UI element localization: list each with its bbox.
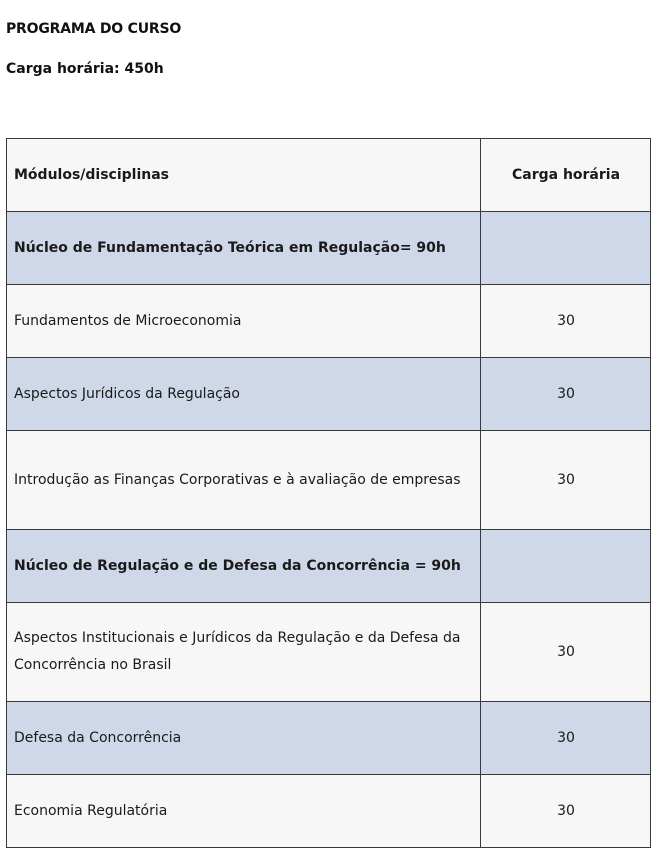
course-hours: 30: [481, 702, 651, 775]
table-row: [7, 775, 651, 848]
section-hours: [481, 530, 651, 603]
table-row: [7, 431, 651, 530]
course-hours: 30: [481, 603, 651, 702]
section-label: Núcleo de Fundamentação Teórica em Regulação= 90h: [7, 212, 481, 285]
header-hours: Carga horária: [481, 139, 651, 212]
section-label: Núcleo de Regulação e de Defesa da Concorrência = 90h: [7, 530, 481, 603]
course-name: Aspectos Jurídicos da Regulação: [7, 358, 481, 431]
course-name: Economia Regulatória: [7, 775, 481, 848]
course-name: Defesa da Concorrência: [7, 702, 481, 775]
header-modules: Módulos/disciplinas: [7, 139, 481, 212]
table-row: [7, 285, 651, 358]
section-row: [7, 530, 651, 603]
course-hours: 30: [481, 431, 651, 530]
table-header-row: [7, 139, 651, 212]
course-name: Introdução as Finanças Corporativas e à avaliação de empresas: [7, 431, 481, 530]
page-title: PROGRAMA DO CURSO: [6, 21, 182, 37]
total-workload: Carga horária: 450h: [6, 61, 164, 77]
course-hours: 30: [481, 285, 651, 358]
course-name: Aspectos Institucionais e Jurídicos da Regulação e da Defesa da Concorrência no Brasil: [7, 603, 481, 702]
table-row: [7, 702, 651, 775]
course-table: [6, 138, 651, 848]
section-hours: [481, 212, 651, 285]
section-row: [7, 212, 651, 285]
course-name: Fundamentos de Microeconomia: [7, 285, 481, 358]
table-row: [7, 603, 651, 702]
course-hours: 30: [481, 358, 651, 431]
course-hours: 30: [481, 775, 651, 848]
table-row: [7, 358, 651, 431]
